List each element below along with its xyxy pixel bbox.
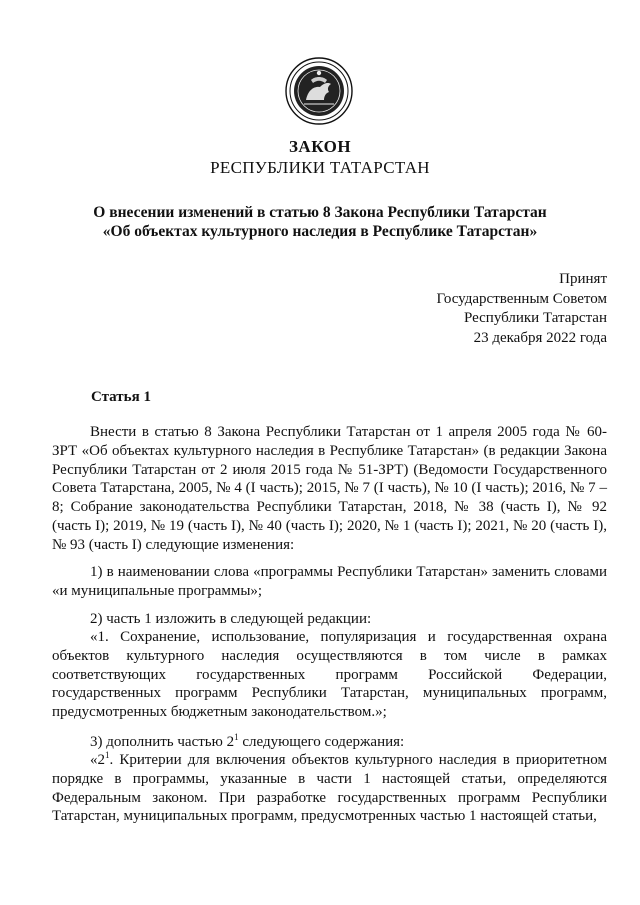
- adopted-line-2: Государственным Советом: [436, 290, 607, 307]
- amendment-item-2-text: «1. Сохранение, использование, популяризация и государственная охрана объектов культурного наследия осуществляются в том числе в рамках соответствующих государственных программ Российской Федерации, государственных программ Республики Татарстан, муниципальных программ, предусмотренных бюджетным законодательством.»;: [52, 629, 607, 721]
- amendment-item-3-intro: [52, 733, 607, 752]
- article-intro-paragraph: Внести в статью 8 Закона Республики Татарстан от 1 апреля 2005 года № 60-ЗРТ «Об объектах культурного наследия в Республике Татарстан» (в редакции Закона Республики Татарстан от 2 июля 2015 года № 51-ЗРТ) (Ведомости Государственного Совета Татарстана, 2005, № 4 (I часть); 2015, № 7 (I часть), № 10 (I часть); 2016, № 7 – 8; Собрание законодательства Республики Татарстан, 2018, № 38 (часть I), № 92 (часть I); 2019, № 19 (часть I), № 40 (часть I); 2020, № 1 (часть I); 2021, № 20 (часть I), № 93 (часть I) следующие изменения:: [52, 424, 607, 553]
- amendment-item-2-intro: 2) часть 1 изложить в следующей редакции:: [90, 611, 372, 627]
- law-title: ЗАКОН: [288, 137, 352, 156]
- item-3-text-before: 3) дополнить частью 2: [90, 734, 235, 750]
- heading-line-2: «Об объектах культурного наследия в Республике Татарстан»: [102, 223, 538, 240]
- adopted-line-3: Республики Татарстан: [463, 310, 607, 326]
- document-heading: [0, 203, 640, 241]
- item-3-quote-superscript: 1: [105, 750, 110, 760]
- heading-line-1: О внесении изменений в статью 8 Закона Республики Татарстан: [93, 204, 547, 221]
- item-3-text-after: следующего содержания:: [238, 734, 405, 750]
- article-title: Статья 1: [91, 389, 151, 405]
- adopted-date: 23 декабря 2022 года: [473, 329, 607, 346]
- item-3-superscript: 1: [234, 732, 239, 742]
- amendment-item-3-text: [52, 751, 607, 826]
- amendment-item-1: 1) в наименовании слова «программы Республики Татарстан» заменить словами «и муниципальные программы»;: [52, 564, 607, 599]
- law-subtitle: РЕСПУБЛИКИ ТАТАРСТАН: [210, 158, 430, 177]
- adopted-line-1: Принят: [559, 271, 607, 287]
- tatarstan-emblem-icon: [284, 56, 354, 126]
- item-3-quote-after: . Критерии для включения объектов культурного наследия в приоритетном порядке в программы, указанные в части 1 настоящей статьи, определяются Федеральным законом. При разработке государственных программ Республики Татарстан, муниципальных программ, предусмотренных частью 1 настоящей статьи,: [52, 752, 607, 825]
- item-3-quote-before: «2: [90, 752, 105, 768]
- adoption-block: [437, 270, 608, 348]
